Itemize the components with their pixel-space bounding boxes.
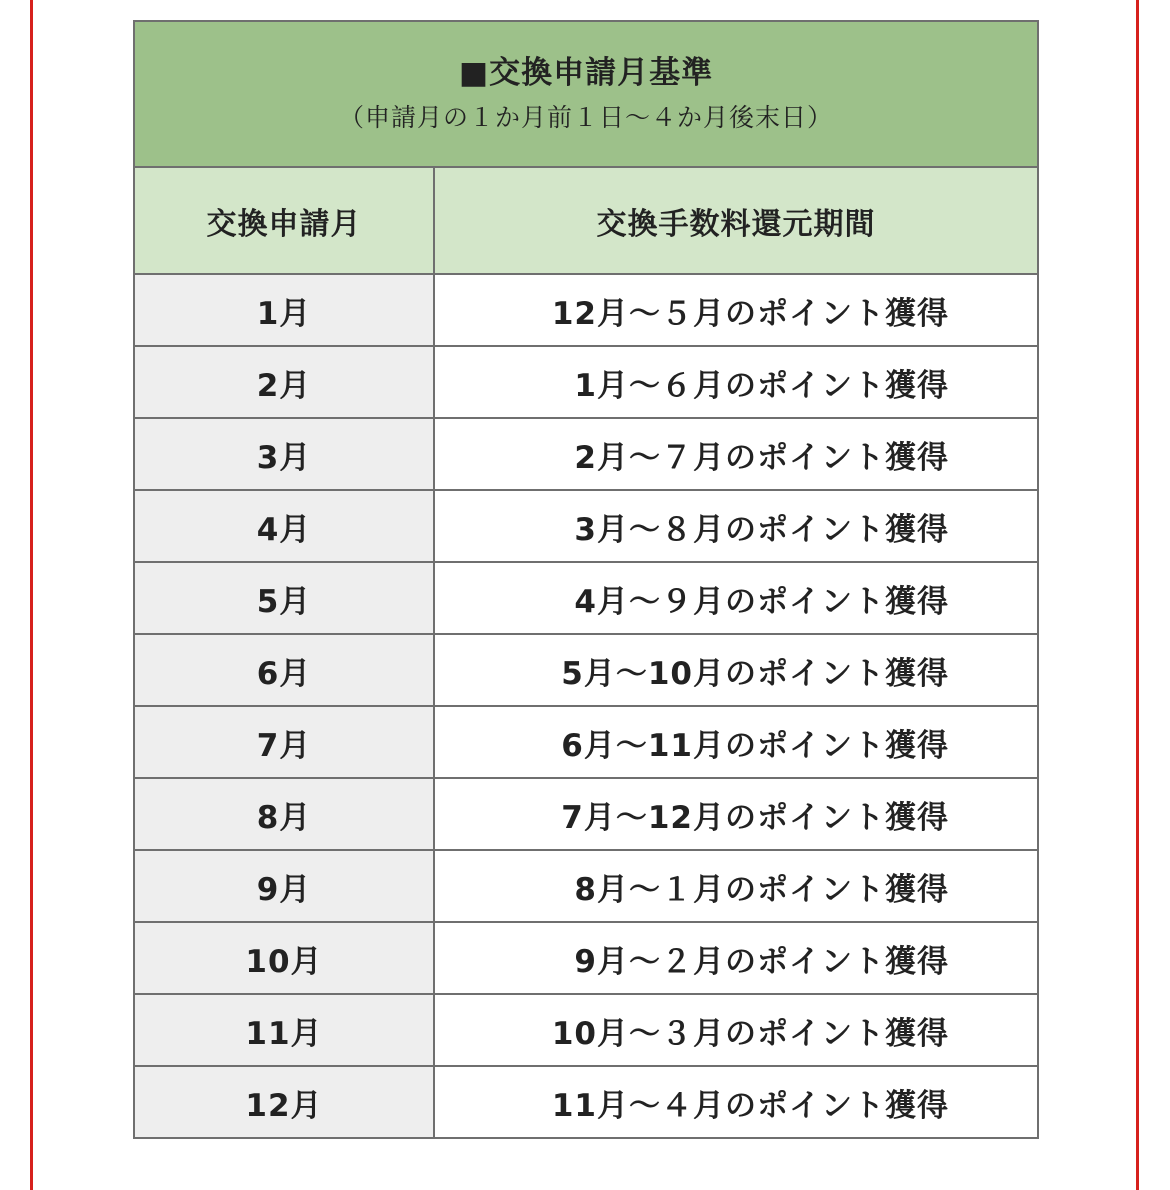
period-cell: 6月～11月のポイント獲得	[434, 706, 1038, 778]
month-cell: 9月	[134, 850, 434, 922]
period-cell: 7月～12月のポイント獲得	[434, 778, 1038, 850]
table-row	[134, 274, 1038, 346]
right-border-line	[1136, 0, 1139, 1190]
table-row	[134, 778, 1038, 850]
month-cell: 7月	[134, 706, 434, 778]
table-row	[134, 1066, 1038, 1138]
table-row	[134, 706, 1038, 778]
month-cell: 4月	[134, 490, 434, 562]
period-cell: 11月～４月のポイント獲得	[434, 1066, 1038, 1138]
period-cell: 5月～10月のポイント獲得	[434, 634, 1038, 706]
column-header-month: 交換申請月	[134, 167, 434, 274]
table-row	[134, 922, 1038, 994]
table-row	[134, 346, 1038, 418]
month-cell: 11月	[134, 994, 434, 1066]
period-cell: 4月～９月のポイント獲得	[434, 562, 1038, 634]
period-cell: 12月～５月のポイント獲得	[434, 274, 1038, 346]
month-cell: 1月	[134, 274, 434, 346]
table-row	[134, 634, 1038, 706]
column-header-period: 交換手数料還元期間	[434, 167, 1038, 274]
period-cell: 9月～２月のポイント獲得	[434, 922, 1038, 994]
month-cell: 3月	[134, 418, 434, 490]
month-cell: 6月	[134, 634, 434, 706]
left-border-line	[30, 0, 33, 1190]
month-cell: 8月	[134, 778, 434, 850]
table-title: ■交換申請月基準	[458, 55, 714, 91]
table-row	[134, 418, 1038, 490]
table-row	[134, 490, 1038, 562]
month-cell: 12月	[134, 1066, 434, 1138]
month-cell: 2月	[134, 346, 434, 418]
table-row	[134, 850, 1038, 922]
fee-refund-schedule-table	[133, 20, 1039, 1139]
period-cell: 2月～７月のポイント獲得	[434, 418, 1038, 490]
month-cell: 5月	[134, 562, 434, 634]
table-row	[134, 562, 1038, 634]
table-title-cell	[134, 21, 1038, 167]
period-cell: 8月～１月のポイント獲得	[434, 850, 1038, 922]
period-cell: 10月～３月のポイント獲得	[434, 994, 1038, 1066]
period-cell: 1月～６月のポイント獲得	[434, 346, 1038, 418]
period-cell: 3月～８月のポイント獲得	[434, 490, 1038, 562]
month-cell: 10月	[134, 922, 434, 994]
column-header-row	[134, 167, 1038, 274]
table-title-row	[134, 21, 1038, 167]
table-subtitle: （申請月の１か月前１日～４か月後末日）	[338, 103, 833, 132]
table-row	[134, 994, 1038, 1066]
